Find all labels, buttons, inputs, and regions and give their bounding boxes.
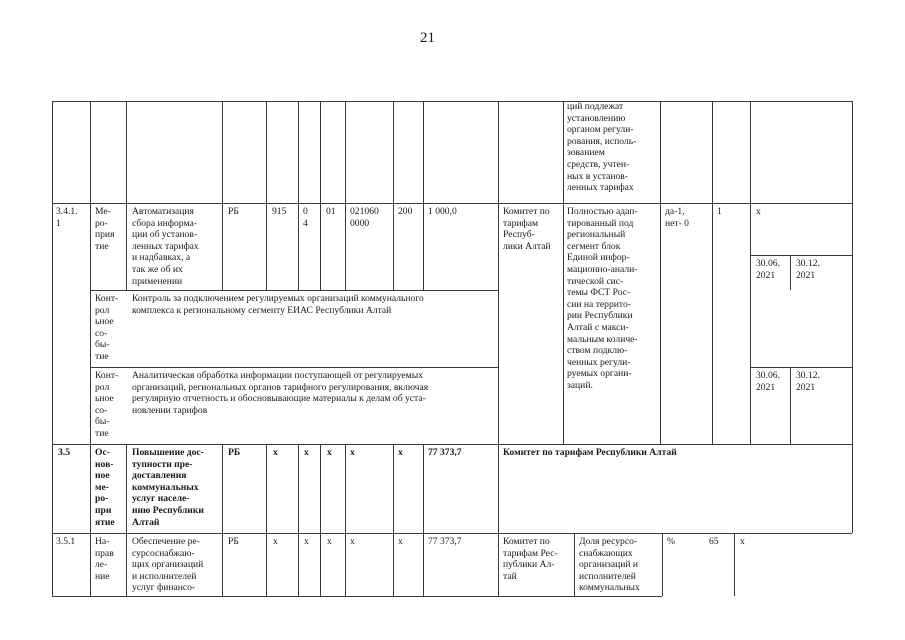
event-type: Конт- рол ьное со- бы- тие bbox=[95, 293, 119, 362]
column-divider bbox=[345, 444, 346, 596]
indicator-value: 65 bbox=[709, 536, 719, 547]
column-divider bbox=[298, 101, 299, 290]
row-number: 3.4.1. 1 bbox=[56, 206, 78, 229]
event-type: Конт- рол ьное со- бы- тие bbox=[95, 370, 119, 439]
x-mark: х bbox=[304, 447, 309, 458]
row-divider bbox=[90, 367, 498, 368]
column-divider bbox=[90, 101, 91, 596]
x-mark: х bbox=[398, 536, 403, 547]
column-divider bbox=[126, 444, 127, 596]
column-divider bbox=[222, 101, 223, 290]
column-divider bbox=[750, 101, 751, 444]
column-divider bbox=[660, 101, 661, 444]
row-divider bbox=[52, 533, 852, 534]
executor: Комитет по тарифам Респуб- лики Алтай bbox=[503, 206, 551, 252]
x-mark: х bbox=[327, 447, 332, 458]
row-divider bbox=[750, 367, 852, 368]
indicator-continuation: ций подлежат установлению органом регули- рования, исполь- зованием средств, учтен- ных в установ- ленных тарифах bbox=[567, 101, 637, 194]
x-mark: x bbox=[756, 206, 761, 217]
unit: да-1, нет- 0 bbox=[665, 206, 689, 229]
table-bottom-border bbox=[52, 596, 662, 597]
row-number: 3.5 bbox=[58, 447, 70, 458]
column-divider bbox=[712, 101, 713, 444]
column-divider bbox=[423, 444, 424, 596]
row-type: Ме- ро- прия тие bbox=[95, 206, 115, 252]
column-divider bbox=[320, 444, 321, 596]
rz-code: 0 4 bbox=[303, 206, 308, 229]
vr-code: 200 bbox=[398, 206, 413, 217]
column-divider bbox=[393, 444, 394, 596]
row-type: На- прав ле- ние bbox=[95, 536, 114, 582]
x-mark: х bbox=[327, 536, 332, 547]
funding-source: РБ bbox=[228, 206, 239, 217]
column-divider bbox=[298, 444, 299, 596]
row-type: Ос- нов- ное ме- ро- при ятие bbox=[95, 447, 115, 528]
csr-code: 021060 0000 bbox=[350, 206, 379, 229]
row-divider bbox=[52, 444, 852, 445]
event-text: Контроль за подключением регулируемых организаций коммунального комплекса к региональному сегменту ЕИАС Республики Алтай bbox=[132, 293, 424, 316]
x-mark: х bbox=[350, 536, 355, 547]
funding-source: РБ bbox=[228, 536, 239, 547]
executor: Комитет по тарифам Республики Алтай bbox=[503, 447, 677, 458]
funding-source: РБ bbox=[228, 447, 241, 458]
column-divider bbox=[790, 367, 791, 444]
table-top-border bbox=[52, 101, 852, 102]
date-end: 30.12. 2021 bbox=[796, 258, 820, 281]
measure-name: Обеспечение ре- сурсоснабжаю- щих организаций и исполнителей услуг финансо- bbox=[132, 536, 204, 594]
date-start: 30.06. 2021 bbox=[756, 258, 780, 281]
column-divider bbox=[498, 101, 499, 444]
column-divider bbox=[345, 101, 346, 290]
amount: 1 000,0 bbox=[428, 206, 457, 217]
row-divider bbox=[750, 255, 852, 256]
unit: % bbox=[667, 536, 675, 547]
column-divider bbox=[734, 533, 735, 596]
indicator-text: Полностью адап- тированный под региональный сегмент блок Единой инфор- мационно-анали- тической сис- темы ФСТ Рос- сии на террито- рии Республики Алтай с макси- мальным количе- ством подклю- ченных регули- руемых органи- заций. bbox=[567, 206, 638, 391]
row-divider bbox=[90, 290, 498, 291]
column-divider bbox=[790, 255, 791, 290]
pr-code: 01 bbox=[326, 206, 336, 217]
event-text: Аналитическая обработка информации поступающей от регулируемых организаций, региональных органов тарифного регулирования, включая регулярную отчетность и обосновывающие материалы к делам об уста- новлении тарифов bbox=[132, 370, 429, 416]
column-divider bbox=[52, 101, 53, 596]
column-divider bbox=[393, 101, 394, 290]
amount: 77 373,7 bbox=[428, 536, 462, 547]
indicator-value: 1 bbox=[717, 206, 722, 217]
column-divider bbox=[574, 533, 575, 596]
x-mark: х bbox=[304, 536, 309, 547]
amount: 77 373,7 bbox=[428, 447, 462, 458]
column-divider bbox=[266, 101, 267, 290]
x-mark: х bbox=[350, 447, 355, 458]
x-mark: х bbox=[273, 447, 278, 458]
date-end: 30.12. 2021 bbox=[796, 370, 820, 393]
column-divider bbox=[222, 444, 223, 596]
date-start: 30.06. 2021 bbox=[756, 370, 780, 393]
column-divider bbox=[498, 444, 499, 596]
grbs-code: 915 bbox=[272, 206, 287, 217]
column-divider bbox=[662, 533, 663, 596]
x-mark: х bbox=[740, 536, 745, 547]
column-divider bbox=[266, 444, 267, 596]
measure-name: Повышение дос- тупности пре- доставления коммунальных услуг населе- нию Республики Алтай bbox=[132, 447, 204, 528]
column-divider bbox=[126, 101, 127, 290]
executor: Комитет по тарифам Рес- публики Ал- тай bbox=[503, 536, 558, 582]
column-divider bbox=[563, 101, 564, 444]
x-mark: х bbox=[273, 536, 278, 547]
row-divider bbox=[52, 203, 852, 204]
row-number: 3.5.1 bbox=[56, 536, 76, 547]
x-mark: х bbox=[398, 447, 403, 458]
page-number: 21 bbox=[420, 30, 435, 46]
table-right-border bbox=[852, 101, 853, 533]
column-divider bbox=[320, 101, 321, 290]
column-divider bbox=[423, 101, 424, 290]
measure-name: Автоматизация сбора информа- ции об установ- ленных тарифах и надбавках, а так же об их применении bbox=[132, 206, 199, 287]
indicator-text: Доля ресурсо- снабжающих организаций и исполнителей коммунальных bbox=[579, 536, 640, 594]
